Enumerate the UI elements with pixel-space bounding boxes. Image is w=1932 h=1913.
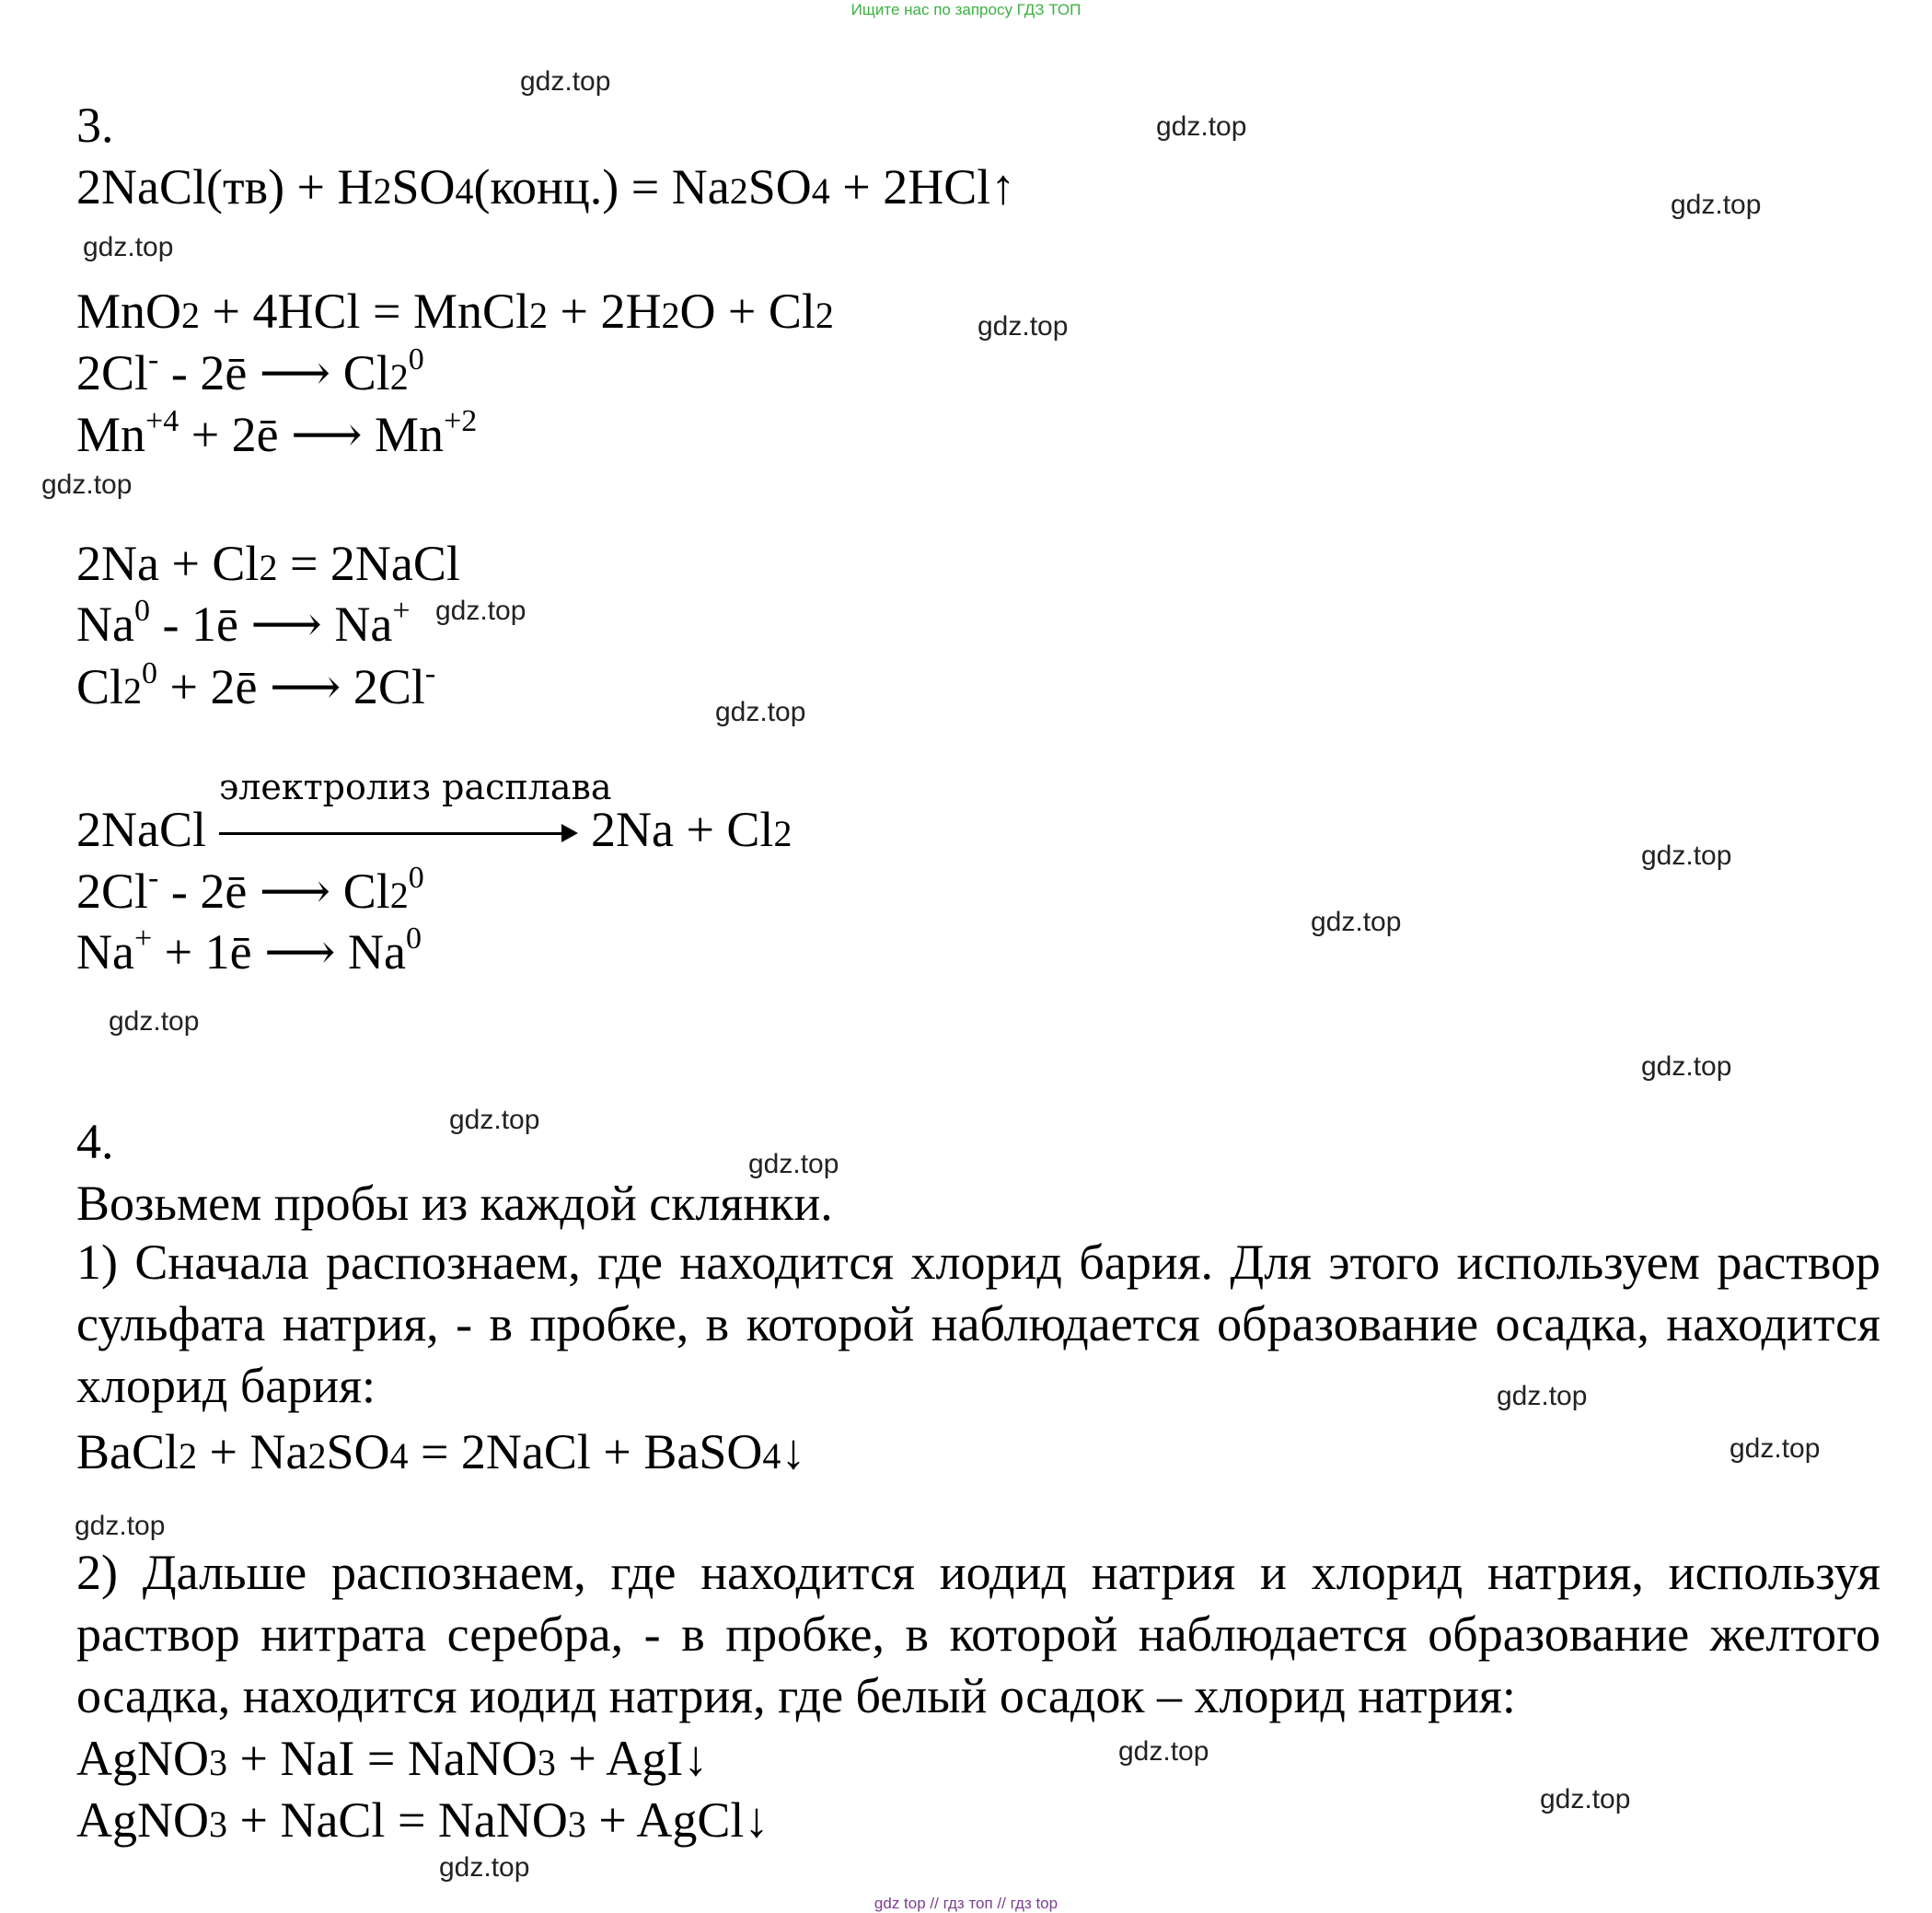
equation-mno2-hcl: MnO2 + 4HCl = MnCl2 + 2H2O + Cl2 — [76, 284, 834, 339]
watermark: gdz.top — [1730, 1433, 1821, 1464]
arrow-label: электролиз расплава — [219, 767, 612, 807]
half-reaction-cl-oxidation-2: 2Cl- - 2ē ⟶ $Cl2^0$ — [76, 861, 424, 919]
watermark: gdz.top — [978, 311, 1069, 342]
watermark: gdz.top — [75, 1511, 166, 1541]
watermark: gdz.top — [1540, 1784, 1631, 1814]
half-reaction-cl-oxidation: 2Cl- - 2ē ⟶ $Cl2^0$ — [76, 342, 424, 400]
watermark: gdz.top — [520, 66, 611, 97]
watermark: gdz.top — [1641, 1051, 1732, 1082]
equation-electrolysis: 2NaCl электролиз расплава 2Na + Cl2 — [76, 767, 792, 857]
watermark: gdz.top — [439, 1852, 530, 1883]
watermark: gdz.top — [83, 232, 174, 262]
half-reaction-na-reduction: Na+ + 1ē ⟶ Na$^0$ — [76, 922, 422, 980]
watermark: gdz.top — [1671, 190, 1762, 220]
task4-intro: Возьмем пробы из каждой склянки. — [76, 1176, 833, 1231]
top-banner: Ищите нас по запросу ГДЗ ТОП — [850, 1, 1082, 18]
task4-number: 4. — [76, 1114, 114, 1169]
watermark: gdz.top — [748, 1149, 839, 1179]
equation-agno3-nacl: AgNO3 + NaCl = NaNO3 + AgCl↓ — [76, 1792, 769, 1848]
watermark: gdz.top — [41, 470, 133, 500]
watermark: gdz.top — [1118, 1736, 1209, 1767]
task3-number: 3. — [76, 98, 114, 153]
watermark: gdz.top — [1497, 1381, 1588, 1411]
task4-step2: 2) Дальше распознаем, где находится иодид натрия и хлорид натрия, используя раствор нитрата серебра, - в пробке, в которой наблюдается образование желтого осадка, находится иодид натрия, где белый осадок – хлорид натрия: — [76, 1545, 1880, 1723]
watermark: gdz.top — [1641, 841, 1732, 871]
half-reaction-cl-reduction: $Cl2^0$ + 2ē ⟶ 2Cl- — [76, 656, 436, 714]
bottom-banner: gdz top // гдз топ // гдз top — [873, 1895, 1059, 1912]
half-reaction-mn-reduction: $Mn^{+4}$ + 2ē ⟶ $Mn^{+2}$ — [76, 404, 478, 462]
watermark: gdz.top — [109, 1006, 200, 1037]
equation-bacl2-na2so4: BaCl2 + Na2SO4 = 2NaCl + BaSO4↓ — [76, 1424, 806, 1479]
watermark: gdz.top — [715, 697, 806, 727]
equation-nacl-h2so4: 2NaCl(тв) + H2SO4(конц.) = Na2SO4 + 2HCl↑ — [76, 159, 1016, 214]
watermark: gdz.top — [449, 1105, 540, 1135]
watermark: gdz.top — [435, 596, 526, 626]
equation-agno3-nai: AgNO3 + NaI = NaNO3 + AgI↓ — [76, 1731, 709, 1786]
task4-step1: 1) Сначала распознаем, где находится хлорид бария. Для этого используем раствор сульфата натрия, - в пробке, в которой наблюдается образование осадка, находится хлорид бария: — [76, 1235, 1880, 1413]
equation-na-cl2: 2Na + Cl2 = 2NaCl — [76, 536, 460, 591]
half-reaction-na-oxidation: Na$^0$ - 1ē ⟶ Na+ — [76, 594, 411, 652]
watermark: gdz.top — [1156, 111, 1247, 142]
watermark: gdz.top — [1311, 907, 1402, 937]
